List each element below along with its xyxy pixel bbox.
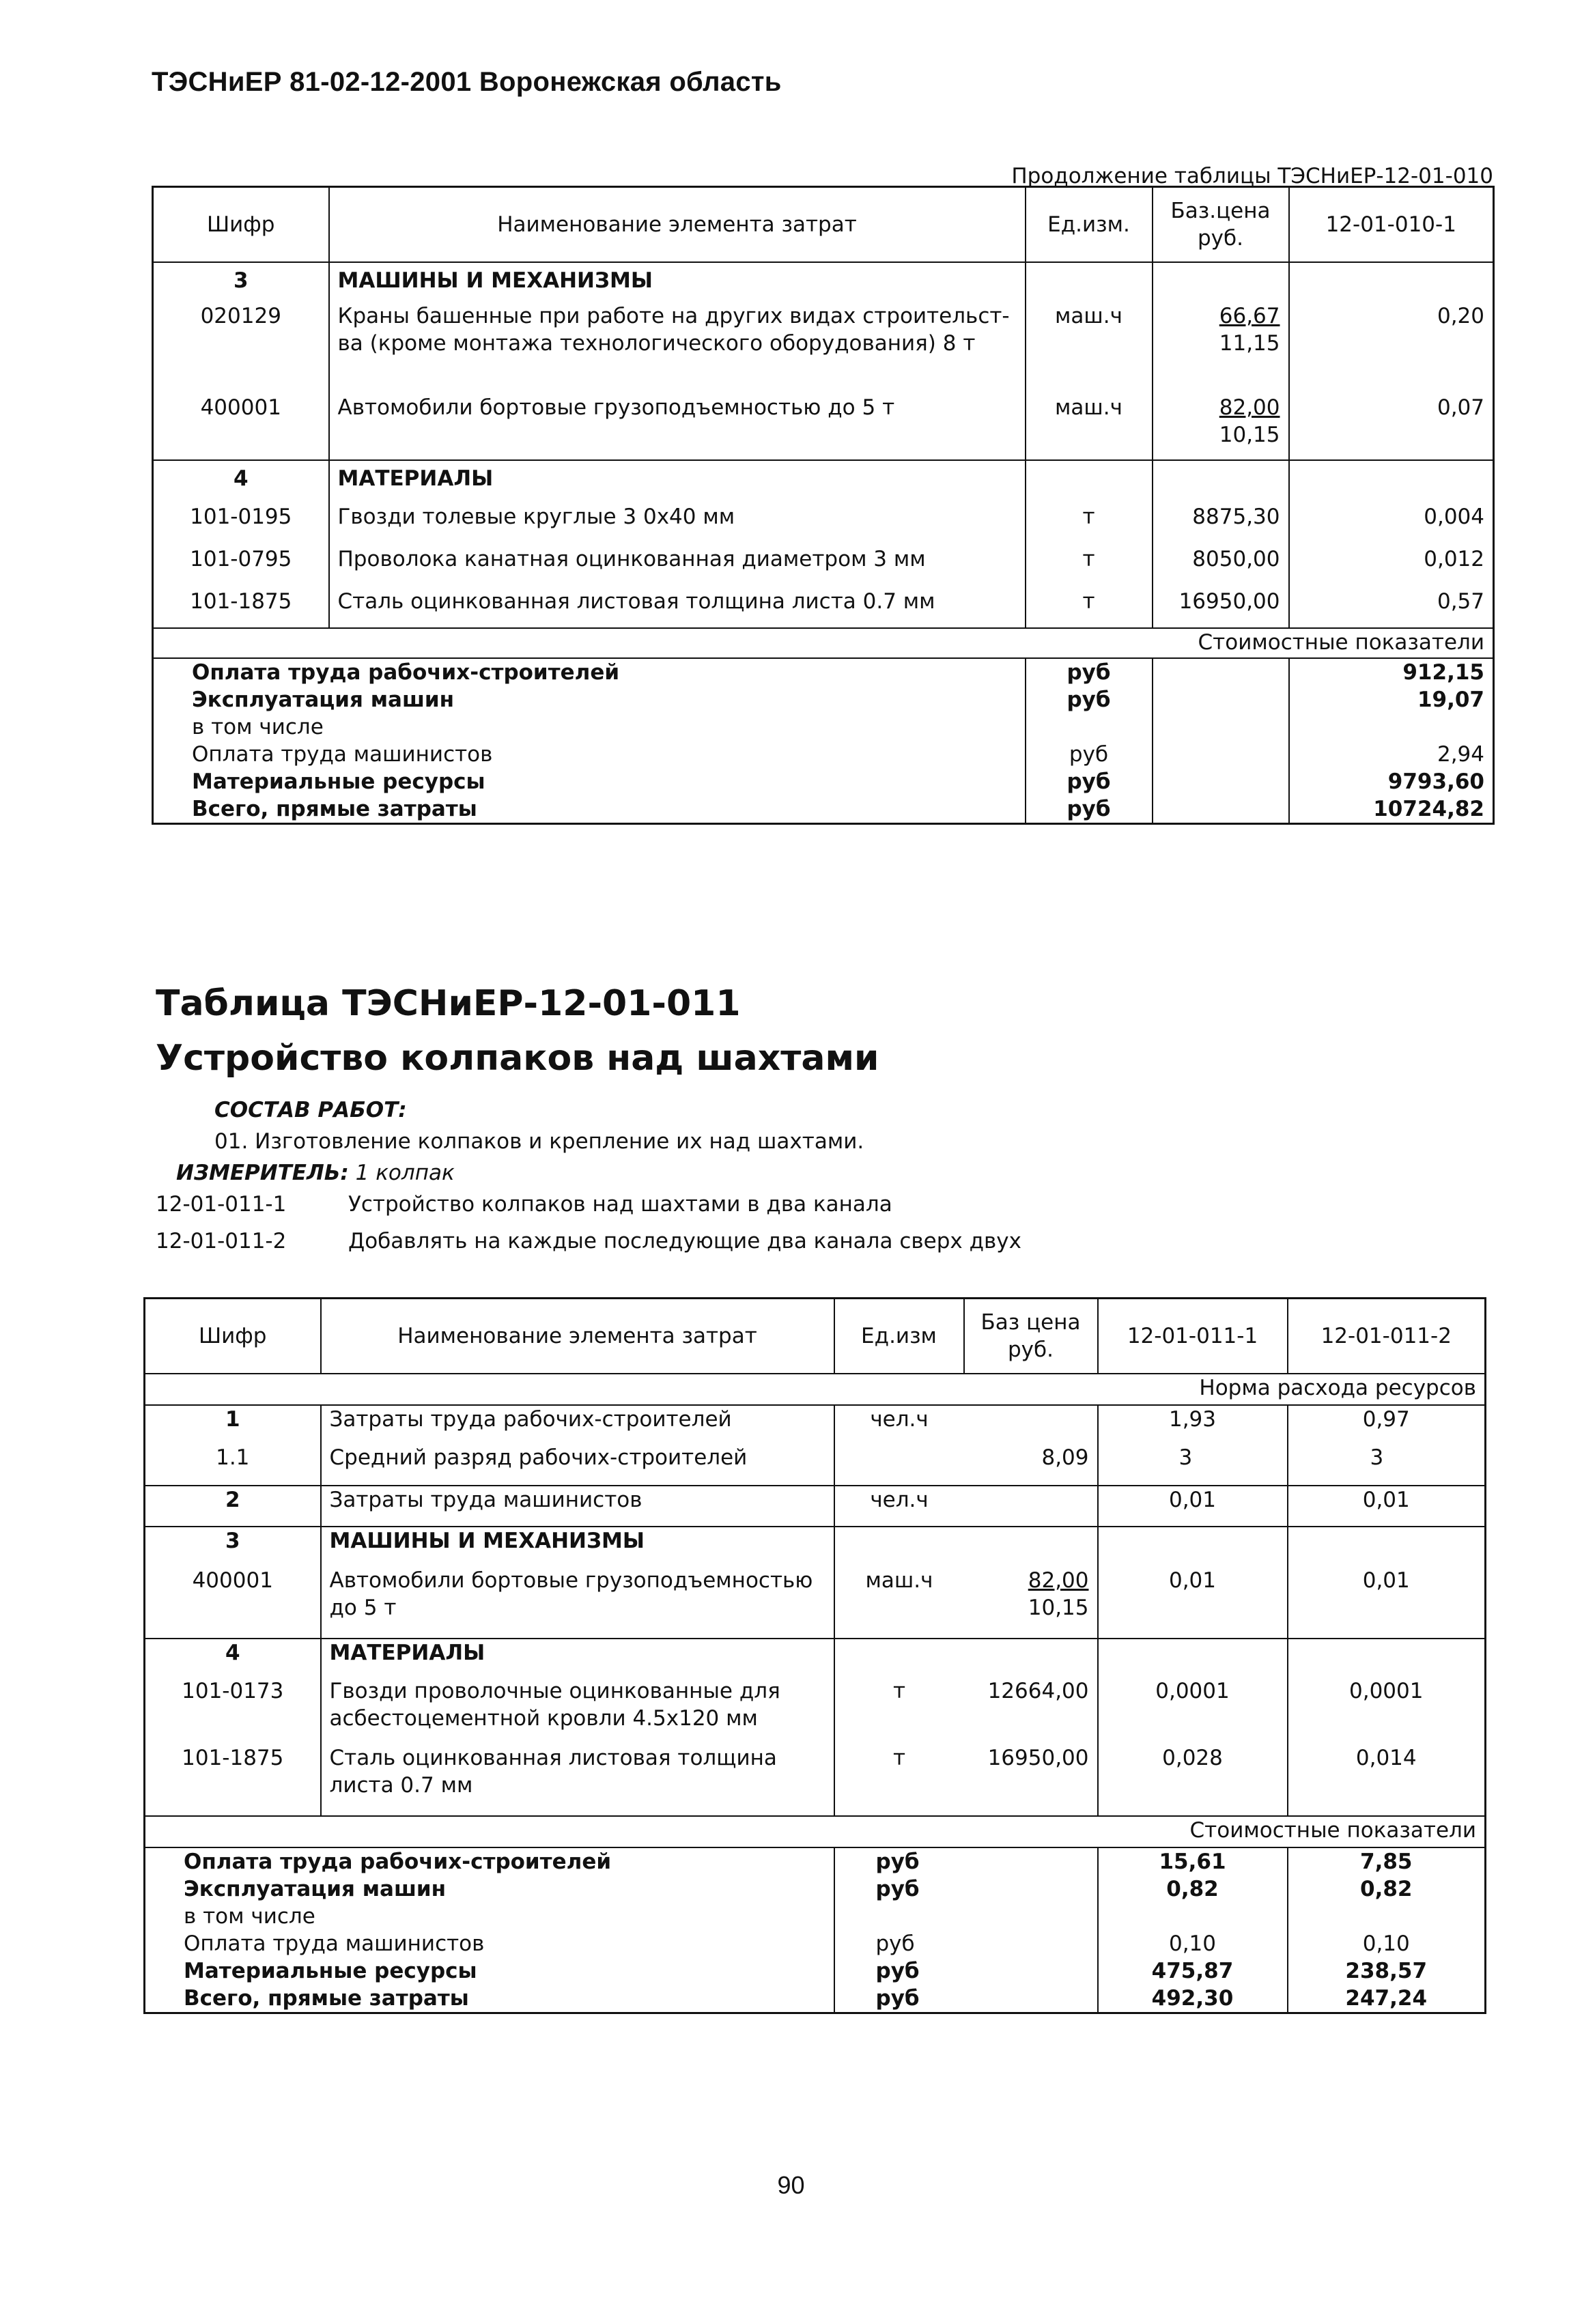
norm-header: Норма расхода ресурсов [145,1374,1486,1405]
norm-header-row [145,1374,1486,1405]
page-number: 90 [777,2171,805,2199]
code-line [156,1229,1021,1253]
row-unit: маш.ч [1026,302,1153,394]
section-row-materials [145,1639,1486,1677]
cost-header-row [153,628,1494,658]
row-value-1: 0,01 [1098,1486,1288,1527]
row-name: Затраты труда рабочих-строителей [321,1405,834,1444]
row-code: 101-0195 [190,505,292,529]
row-unit: чел.ч [834,1486,964,1527]
code-line-text: Устройство колпаков над шахтами в два канала [348,1192,892,1217]
col-header-price [1153,187,1289,263]
summary-unit: руб [834,1847,964,1875]
summary-value-2: 7,85 [1288,1847,1486,1875]
summary-label: Материальные ресурсы [184,1959,477,1983]
section-title: МАТЕРИАЛЫ [321,1639,834,1677]
section-row-machines [153,262,1494,302]
row-code: 101-1875 [190,589,292,614]
row-name-line2: асбестоцементной кровли 4.5х120 мм [329,1706,758,1731]
code-line-code: 12-01-011-2 [156,1229,287,1253]
summary-row [153,686,1494,713]
measure-value: 1 колпак [355,1161,455,1185]
row-value-2: 0,0001 [1288,1677,1486,1744]
row-unit: т [1026,503,1153,545]
cost-header-row [145,1816,1486,1847]
price-line2: руб. [1198,226,1243,251]
row-price-bottom: 11,15 [1219,331,1280,356]
summary-row [153,741,1494,768]
row-unit: чел.ч [834,1405,964,1444]
table-row [153,394,1494,460]
table-row [145,1744,1486,1816]
section-title: МАШИНЫ И МЕХАНИЗМЫ [321,1527,834,1567]
row-unit: маш.ч [834,1567,964,1639]
row-name [321,1677,834,1744]
summary-label: Оплата труда рабочих-строителей [184,1850,612,1874]
section-title-table-12-01-011: Таблица ТЭСНиЕР-12-01-011 [156,983,741,1024]
summary-unit: руб [1026,795,1153,824]
row-value-2: 0,014 [1288,1744,1486,1816]
row-value-1: 0,028 [1098,1744,1288,1816]
summary-row [153,658,1494,686]
table-row [153,503,1494,545]
price-line1: Баз.цена [1170,199,1271,223]
summary-row [153,768,1494,795]
table-row [145,1444,1486,1486]
row-name: Гвозди толевые круглые 3 0х40 мм [329,503,1026,545]
summary-value-1: 15,61 [1098,1847,1288,1875]
code-line [156,1192,892,1217]
summary-label: Эксплуатация машин [184,1877,447,1901]
row-value-2: 0,01 [1288,1567,1486,1639]
row-value-2: 0,97 [1288,1405,1486,1444]
row-price: 8050,00 [1153,545,1289,588]
row-name-line1: Краны башенные при работе на других видах строительст- [337,304,1010,328]
row-name: Затраты труда машинистов [321,1486,834,1527]
row-code: 101-0795 [190,547,292,571]
summary-value-2: 238,57 [1288,1957,1486,1985]
summary-label: Материальные ресурсы [192,769,485,794]
summary-value-2: 0,10 [1288,1930,1486,1957]
row-code: 101-0173 [182,1679,284,1703]
cost-header: Стоимостные показатели [145,1816,1486,1847]
summary-value-1: 0,10 [1098,1930,1288,1957]
row-price: 8,09 [1041,1445,1089,1470]
summary-unit: руб [834,1930,964,1957]
section-subtitle: Устройство колпаков над шахтами [156,1038,879,1079]
row-name: Автомобили бортовые грузоподъемностью до 5 т [329,394,1026,460]
row-price [1153,302,1289,394]
row-price-bottom: 10,15 [1028,1596,1089,1620]
summary-unit: руб [1026,686,1153,713]
col-header-12-01-010-1: 12-01-010-1 [1289,187,1494,263]
work-composition-label: СОСТАВ РАБОТ: [214,1098,407,1122]
row-value: 0,57 [1289,588,1494,628]
table-12-01-011 [143,1297,1486,2014]
row-price: 16950,00 [987,1746,1089,1770]
summary-row [145,1847,1486,1875]
section-number: 3 [145,1527,321,1567]
summary-unit: руб [834,1957,964,1985]
row-price-top: 82,00 [1219,395,1280,420]
row-name: Сталь оцинкованная листовая толщина листа 0.7 мм [329,588,1026,628]
row-name: Проволока канатная оцинкованная диаметром 3 мм [329,545,1026,588]
measure-line [176,1161,455,1185]
row-name-line2: листа 0.7 мм [329,1773,473,1798]
summary-value: 19,07 [1289,686,1494,713]
row-value: 0,07 [1289,394,1494,460]
row-price [964,1567,1098,1639]
row-code: 101-1875 [182,1746,284,1770]
table-row [145,1567,1486,1639]
summary-label: Оплата труда машинистов [192,742,493,767]
col-header-name: Наименование элемента затрат [329,187,1026,263]
summary-label: Эксплуатация машин [192,688,455,712]
table-header-row [153,187,1494,263]
row-unit: т [834,1744,964,1816]
section-row-machines [145,1527,1486,1567]
summary-value-2: 247,24 [1288,1985,1486,2013]
work-composition-item: 01. Изготовление колпаков и крепление их над шахтами. [214,1129,864,1154]
summary-row [145,1903,1486,1930]
summary-row [153,713,1494,741]
summary-label: Всего, прямые затраты [184,1986,469,2011]
row-value-2: 3 [1288,1444,1486,1486]
summary-row [145,1985,1486,2013]
summary-value-2: 0,82 [1288,1875,1486,1903]
section-row-materials [153,460,1494,503]
row-name [321,1567,834,1639]
row-price [1153,394,1289,460]
row-code: 1.1 [216,1445,250,1470]
summary-value-1: 492,30 [1098,1985,1288,2013]
summary-unit: руб [1026,658,1153,686]
row-code: 2 [145,1486,321,1527]
summary-value-1: 475,87 [1098,1957,1288,1985]
col-header-12-01-011-2: 12-01-011-2 [1288,1299,1486,1374]
row-code: 400001 [192,1568,273,1593]
summary-label: Оплата труда рабочих-строителей [192,660,620,685]
col-header-code: Шифр [153,187,329,263]
row-value: 0,20 [1289,302,1494,394]
row-value-1: 0,0001 [1098,1677,1288,1744]
row-value: 0,004 [1289,503,1494,545]
summary-unit: руб [834,1875,964,1903]
summary-value: 10724,82 [1289,795,1494,824]
table-row [153,302,1494,394]
table-continuation-caption: Продолжение таблицы ТЭСНиЕР-12-01-010 [1011,164,1493,188]
price-line2: руб. [1008,1337,1054,1362]
row-name-line1: Гвозди проволочные оцинкованные для [329,1679,780,1703]
section-title: МАШИНЫ И МЕХАНИЗМЫ [329,262,1026,302]
row-code: 1 [225,1407,240,1432]
col-header-code: Шифр [145,1299,321,1374]
row-value-1: 0,01 [1098,1567,1288,1639]
price-line1: Баз цена [980,1310,1081,1335]
row-name: Средний разряд рабочих-строителей [321,1444,834,1486]
row-name-line1: Автомобили бортовые грузоподъемностью [329,1568,813,1593]
row-unit: т [1026,545,1153,588]
row-name [321,1744,834,1816]
row-price-bottom: 10,15 [1219,423,1280,447]
row-unit: т [1026,588,1153,628]
row-unit: т [834,1677,964,1744]
col-header-unit: Ед.изм. [1026,187,1153,263]
summary-value-1: 0,82 [1098,1875,1288,1903]
table-row [145,1405,1486,1444]
summary-label: в том числе [184,1904,315,1929]
col-header-name: Наименование элемента затрат [321,1299,834,1374]
summary-unit: руб [1026,768,1153,795]
summary-row [145,1930,1486,1957]
col-header-12-01-011-1: 12-01-011-1 [1098,1299,1288,1374]
row-name-line1: Сталь оцинкованная листовая толщина [329,1746,777,1770]
measure-label: ИЗМЕРИТЕЛЬ: [176,1161,349,1185]
summary-value: 9793,60 [1289,768,1494,795]
summary-unit: руб [834,1985,964,2013]
section-number: 4 [153,460,329,503]
row-code: 400001 [200,395,281,420]
page-header-title: ТЭСНиЕР 81-02-12-2001 Воронежская область [152,67,782,97]
row-value-2: 0,01 [1288,1486,1486,1527]
table-row [153,545,1494,588]
row-unit: маш.ч [1026,394,1153,460]
row-price: 8875,30 [1153,503,1289,545]
summary-label: Оплата труда машинистов [184,1931,485,1956]
col-header-unit: Ед.изм [834,1299,964,1374]
code-line-text: Добавлять на каждые последующие два канала сверх двух [348,1229,1021,1253]
col-header-price [964,1299,1098,1374]
table-header-row [145,1299,1486,1374]
summary-row [145,1957,1486,1985]
row-price-top: 82,00 [1028,1568,1089,1593]
summary-row [153,795,1494,824]
row-name [329,302,1026,394]
row-code: 020129 [200,304,281,328]
code-line-code: 12-01-011-1 [156,1192,287,1217]
summary-value: 912,15 [1289,658,1494,686]
summary-label: в том числе [192,715,324,739]
summary-unit: руб [1026,741,1153,768]
row-name-line2: до 5 т [329,1596,397,1620]
table-row [145,1486,1486,1527]
row-price: 12664,00 [987,1679,1089,1703]
section-number: 4 [145,1639,321,1677]
row-value: 0,012 [1289,545,1494,588]
table-row [145,1677,1486,1744]
row-price-top: 66,67 [1219,304,1280,328]
row-value-1: 1,93 [1098,1405,1288,1444]
summary-value: 2,94 [1289,741,1494,768]
section-title: МАТЕРИАЛЫ [329,460,1026,503]
section-number: 3 [233,268,249,293]
summary-label: Всего, прямые затраты [192,797,477,821]
table-12-01-010 [152,186,1495,825]
row-name-line2: ва (кроме монтажа технологического оборудования) 8 т [337,331,976,356]
row-value-1: 3 [1098,1444,1288,1486]
cost-header: Стоимостные показатели [153,628,1494,658]
row-price: 16950,00 [1153,588,1289,628]
table-row [153,588,1494,628]
summary-row [145,1875,1486,1903]
